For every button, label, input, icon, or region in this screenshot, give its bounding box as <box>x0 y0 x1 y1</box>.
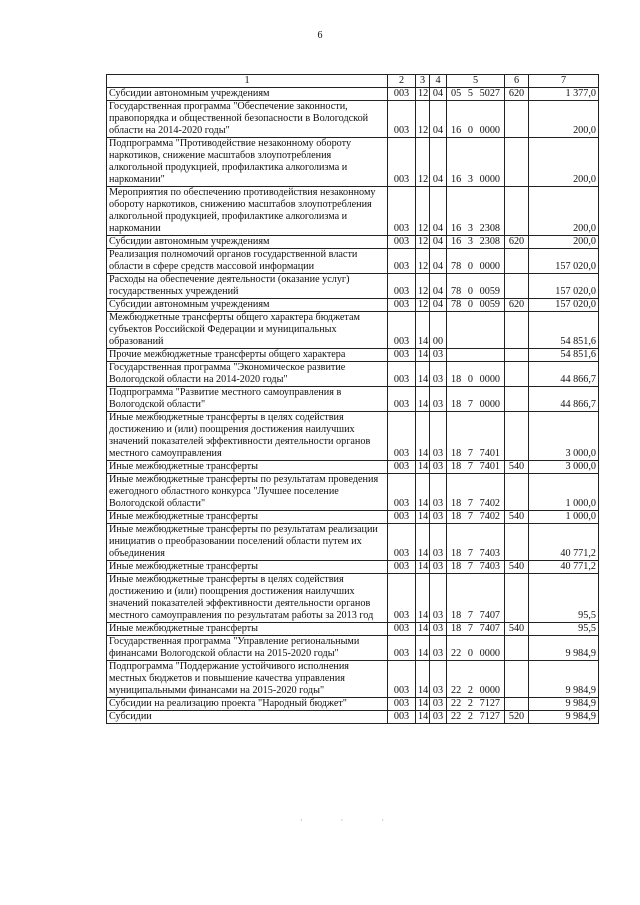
amount: 3 000,0 <box>529 412 599 461</box>
expense-type-code <box>505 362 529 387</box>
program-code: 22 <box>451 685 462 696</box>
column-header: 2 <box>388 75 416 88</box>
expense-name: Подпрограмма "Поддержание устойчивого исполнения местных бюджетов и повышение качества управления муниципальными финансами на 2015-2020 годы" <box>107 661 388 698</box>
target-article-code <box>447 623 505 636</box>
subsection-code: 04 <box>430 101 447 138</box>
subprogram-code: 0 <box>467 299 473 310</box>
expense-name: Иные межбюджетные трансферты <box>107 511 388 524</box>
section-code: 14 <box>416 474 430 511</box>
table-row <box>107 412 599 461</box>
subprogram-code: 7 <box>467 448 473 459</box>
program-code: 18 <box>451 498 462 509</box>
expense-name: Иные межбюджетные трансферты в целях содействия достижению и (или) поощрения достижения наилучших значений показателей эффективности деятельности органов местного самоуправления по результатам работы за 2013 год <box>107 574 388 623</box>
direction-code: 7127 <box>479 698 500 709</box>
column-header: 6 <box>505 75 529 88</box>
ministry-code: 003 <box>388 623 416 636</box>
amount: 200,0 <box>529 187 599 236</box>
expense-name: Государственная программа "Обеспечение законности, правопорядка и общественной безопасности в Вологодской области на 2014-2020 годы" <box>107 101 388 138</box>
amount: 95,5 <box>529 574 599 623</box>
target-article-code <box>447 249 505 274</box>
expense-name: Иные межбюджетные трансферты <box>107 561 388 574</box>
section-code: 14 <box>416 362 430 387</box>
amount: 9 984,9 <box>529 711 599 724</box>
direction-code: 0000 <box>479 648 500 659</box>
ministry-code: 003 <box>388 461 416 474</box>
expense-type-code <box>505 387 529 412</box>
section-code: 14 <box>416 524 430 561</box>
amount: 157 020,0 <box>529 299 599 312</box>
expense-name: Государственная программа "Экономическое развитие Вологодской области на 2014-2020 годы" <box>107 362 388 387</box>
expense-type-code: 540 <box>505 561 529 574</box>
expense-name: Иные межбюджетные трансферты <box>107 461 388 474</box>
table-row <box>107 312 599 349</box>
expense-type-code <box>505 412 529 461</box>
amount: 95,5 <box>529 623 599 636</box>
program-code: 78 <box>451 261 462 272</box>
direction-code: 0000 <box>479 125 500 136</box>
subprogram-code: 7 <box>467 561 473 572</box>
amount: 44 866,7 <box>529 387 599 412</box>
subsection-code: 04 <box>430 299 447 312</box>
expense-name: Государственная программа "Управление региональными финансами Вологодской области на 2015-2020 годы" <box>107 636 388 661</box>
subprogram-code: 7 <box>467 498 473 509</box>
direction-code: 7403 <box>479 548 500 559</box>
ministry-code: 003 <box>388 387 416 412</box>
target-article-code <box>447 524 505 561</box>
subprogram-code: 3 <box>467 236 473 247</box>
subprogram-code: 7 <box>467 461 473 472</box>
column-header: 5 <box>447 75 505 88</box>
expense-type-code <box>505 274 529 299</box>
section-code: 14 <box>416 511 430 524</box>
ministry-code: 003 <box>388 236 416 249</box>
subsection-code: 03 <box>430 561 447 574</box>
target-article-code <box>447 461 505 474</box>
program-code: 18 <box>451 461 462 472</box>
expense-name: Межбюджетные трансферты общего характера бюджетам субъектов Российской Федерации и муниципальных образований <box>107 312 388 349</box>
subsection-code: 03 <box>430 711 447 724</box>
ministry-code: 003 <box>388 474 416 511</box>
subprogram-code: 2 <box>467 698 473 709</box>
section-code: 14 <box>416 312 430 349</box>
section-code: 14 <box>416 636 430 661</box>
program-code: 18 <box>451 561 462 572</box>
section-code: 12 <box>416 187 430 236</box>
program-code: 78 <box>451 299 462 310</box>
program-code: 18 <box>451 448 462 459</box>
ministry-code: 003 <box>388 274 416 299</box>
expense-type-code <box>505 574 529 623</box>
direction-code: 0000 <box>479 261 500 272</box>
expense-name: Субсидии автономным учреждениям <box>107 236 388 249</box>
table-row <box>107 138 599 187</box>
subsection-code: 03 <box>430 661 447 698</box>
table-row <box>107 187 599 236</box>
target-article-code <box>447 299 505 312</box>
subsection-code: 03 <box>430 698 447 711</box>
amount: 9 984,9 <box>529 661 599 698</box>
program-code: 22 <box>451 698 462 709</box>
table-header-row <box>107 75 599 88</box>
subprogram-code: 7 <box>467 623 473 634</box>
target-article-code <box>447 101 505 138</box>
target-article-code <box>447 362 505 387</box>
amount: 200,0 <box>529 101 599 138</box>
section-code: 12 <box>416 249 430 274</box>
expense-name: Подпрограмма "Развитие местного самоуправления в Вологодской области" <box>107 387 388 412</box>
direction-code: 5027 <box>479 88 500 99</box>
ministry-code: 003 <box>388 187 416 236</box>
expense-type-code <box>505 187 529 236</box>
expense-type-code: 540 <box>505 461 529 474</box>
table-row <box>107 274 599 299</box>
expense-type-code: 620 <box>505 88 529 101</box>
subprogram-code: 7 <box>467 399 473 410</box>
expense-name: Субсидии на реализацию проекта "Народный бюджет" <box>107 698 388 711</box>
expense-name: Иные межбюджетные трансферты <box>107 623 388 636</box>
table-row <box>107 698 599 711</box>
section-code: 12 <box>416 88 430 101</box>
amount: 3 000,0 <box>529 461 599 474</box>
target-article-code <box>447 511 505 524</box>
column-header: 1 <box>107 75 388 88</box>
subsection-code: 03 <box>430 574 447 623</box>
amount: 40 771,2 <box>529 524 599 561</box>
expense-type-code: 540 <box>505 511 529 524</box>
expense-type-code <box>505 636 529 661</box>
direction-code: 7402 <box>479 511 500 522</box>
ministry-code: 003 <box>388 661 416 698</box>
amount: 200,0 <box>529 236 599 249</box>
program-code: 16 <box>451 223 462 234</box>
subprogram-code: 7 <box>467 511 473 522</box>
ministry-code: 003 <box>388 138 416 187</box>
expense-type-code <box>505 138 529 187</box>
page-number: 6 <box>317 30 323 41</box>
direction-code: 7407 <box>479 623 500 634</box>
section-code: 14 <box>416 698 430 711</box>
target-article-code <box>447 412 505 461</box>
subprogram-code: 0 <box>467 261 473 272</box>
program-code: 16 <box>451 174 462 185</box>
table-row <box>107 349 599 362</box>
subsection-code: 04 <box>430 138 447 187</box>
expense-name: Реализация полномочий органов государственной власти области в сфере средств массовой информации <box>107 249 388 274</box>
direction-code: 2308 <box>479 236 500 247</box>
expense-name: Расходы на обеспечение деятельности (оказание услуг) государственных учреждений <box>107 274 388 299</box>
table-row <box>107 561 599 574</box>
subprogram-code: 0 <box>467 286 473 297</box>
section-code: 14 <box>416 561 430 574</box>
program-code: 18 <box>451 623 462 634</box>
table-row <box>107 299 599 312</box>
amount: 54 851,6 <box>529 349 599 362</box>
ministry-code: 003 <box>388 249 416 274</box>
program-code: 05 <box>451 88 462 99</box>
table-row <box>107 461 599 474</box>
expense-type-code: 620 <box>505 299 529 312</box>
subprogram-code: 0 <box>467 648 473 659</box>
subsection-code: 03 <box>430 362 447 387</box>
subprogram-code: 7 <box>467 610 473 621</box>
expense-type-code <box>505 698 529 711</box>
expense-name: Прочие межбюджетные трансферты общего характера <box>107 349 388 362</box>
target-article-code <box>447 312 505 349</box>
ministry-code: 003 <box>388 349 416 362</box>
program-code: 78 <box>451 286 462 297</box>
expense-name: Иные межбюджетные трансферты в целях содействия достижению и (или) поощрения достижения наилучших значений показателей эффективности деятельности органов местного самоуправления <box>107 412 388 461</box>
subprogram-code: 3 <box>467 223 473 234</box>
table-row <box>107 661 599 698</box>
amount: 40 771,2 <box>529 561 599 574</box>
section-code: 14 <box>416 574 430 623</box>
expense-name: Субсидии автономным учреждениям <box>107 299 388 312</box>
expense-type-code <box>505 661 529 698</box>
target-article-code <box>447 138 505 187</box>
amount: 44 866,7 <box>529 362 599 387</box>
amount: 1 377,0 <box>529 88 599 101</box>
expense-type-code <box>505 312 529 349</box>
direction-code: 2308 <box>479 223 500 234</box>
ministry-code: 003 <box>388 101 416 138</box>
direction-code: 7401 <box>479 448 500 459</box>
amount: 1 000,0 <box>529 474 599 511</box>
table-row <box>107 387 599 412</box>
section-code: 14 <box>416 661 430 698</box>
amount: 54 851,6 <box>529 312 599 349</box>
table-row <box>107 623 599 636</box>
direction-code: 0059 <box>479 299 500 310</box>
subsection-code: 03 <box>430 524 447 561</box>
direction-code: 7127 <box>479 711 500 722</box>
program-code: 16 <box>451 236 462 247</box>
amount: 9 984,9 <box>529 636 599 661</box>
subsection-code: 03 <box>430 511 447 524</box>
expense-type-code <box>505 101 529 138</box>
expense-type-code <box>505 249 529 274</box>
subprogram-code: 2 <box>467 685 473 696</box>
section-code: 14 <box>416 623 430 636</box>
program-code: 22 <box>451 711 462 722</box>
subsection-code: 04 <box>430 236 447 249</box>
target-article-code <box>447 187 505 236</box>
subsection-code: 04 <box>430 274 447 299</box>
direction-code: 0000 <box>479 685 500 696</box>
program-code: 18 <box>451 374 462 385</box>
expense-name: Иные межбюджетные трансферты по результатам проведения ежегодного областного конкурса "Лучшее поселение Вологодской области" <box>107 474 388 511</box>
program-code: 22 <box>451 648 462 659</box>
ministry-code: 003 <box>388 362 416 387</box>
table-row <box>107 511 599 524</box>
table-row <box>107 88 599 101</box>
direction-code: 7401 <box>479 461 500 472</box>
ministry-code: 003 <box>388 574 416 623</box>
column-header: 3 <box>416 75 430 88</box>
subsection-code: 03 <box>430 623 447 636</box>
direction-code: 0000 <box>479 374 500 385</box>
section-code: 14 <box>416 412 430 461</box>
expense-type-code: 520 <box>505 711 529 724</box>
table-row <box>107 474 599 511</box>
target-article-code <box>447 474 505 511</box>
subprogram-code: 5 <box>467 88 473 99</box>
section-code: 14 <box>416 349 430 362</box>
table-row <box>107 101 599 138</box>
ministry-code: 003 <box>388 711 416 724</box>
expense-type-code <box>505 349 529 362</box>
program-code: 18 <box>451 610 462 621</box>
target-article-code <box>447 561 505 574</box>
subprogram-code: 2 <box>467 711 473 722</box>
target-article-code <box>447 636 505 661</box>
subsection-code: 03 <box>430 387 447 412</box>
table-row <box>107 711 599 724</box>
section-code: 14 <box>416 461 430 474</box>
table-row <box>107 236 599 249</box>
section-code: 12 <box>416 299 430 312</box>
subprogram-code: 7 <box>467 548 473 559</box>
expense-name: Подпрограмма "Противодействие незаконному обороту наркотиков, снижение масштабов злоупотребления алкогольной продукцией, профилактика алкоголизма и наркомании" <box>107 138 388 187</box>
ministry-code: 003 <box>388 636 416 661</box>
subprogram-code: 0 <box>467 374 473 385</box>
program-code: 18 <box>451 399 462 410</box>
table-row <box>107 574 599 623</box>
expense-type-code: 620 <box>505 236 529 249</box>
budget-table <box>106 74 599 724</box>
target-article-code <box>447 661 505 698</box>
table-row <box>107 524 599 561</box>
ministry-code: 003 <box>388 698 416 711</box>
expense-type-code: 540 <box>505 623 529 636</box>
section-code: 12 <box>416 274 430 299</box>
section-code: 12 <box>416 101 430 138</box>
section-code: 14 <box>416 711 430 724</box>
scan-marks: · · · <box>300 816 402 825</box>
ministry-code: 003 <box>388 312 416 349</box>
expense-name: Субсидии автономным учреждениям <box>107 88 388 101</box>
subsection-code: 04 <box>430 88 447 101</box>
target-article-code <box>447 88 505 101</box>
expense-name: Субсидии <box>107 711 388 724</box>
ministry-code: 003 <box>388 561 416 574</box>
subsection-code: 00 <box>430 312 447 349</box>
direction-code: 7407 <box>479 610 500 621</box>
amount: 1 000,0 <box>529 511 599 524</box>
subsection-code: 03 <box>430 349 447 362</box>
target-article-code <box>447 698 505 711</box>
ministry-code: 003 <box>388 412 416 461</box>
subsection-code: 03 <box>430 461 447 474</box>
program-code: 18 <box>451 548 462 559</box>
target-article-code <box>447 574 505 623</box>
direction-code: 7402 <box>479 498 500 509</box>
amount: 157 020,0 <box>529 274 599 299</box>
target-article-code <box>447 349 505 362</box>
section-code: 12 <box>416 138 430 187</box>
table-row <box>107 636 599 661</box>
subsection-code: 03 <box>430 412 447 461</box>
expense-type-code <box>505 524 529 561</box>
ministry-code: 003 <box>388 511 416 524</box>
ministry-code: 003 <box>388 524 416 561</box>
target-article-code <box>447 711 505 724</box>
direction-code: 0000 <box>479 174 500 185</box>
expense-name: Мероприятия по обеспечению противодействия незаконному обороту наркотиков, снижению масштабов злоупотребления алкогольной продукцией, профилактике алкоголизма и наркомании <box>107 187 388 236</box>
section-code: 14 <box>416 387 430 412</box>
program-code: 16 <box>451 125 462 136</box>
subsection-code: 03 <box>430 474 447 511</box>
program-code: 18 <box>451 511 462 522</box>
amount: 157 020,0 <box>529 249 599 274</box>
column-header: 4 <box>430 75 447 88</box>
direction-code: 0000 <box>479 399 500 410</box>
column-header: 7 <box>529 75 599 88</box>
subprogram-code: 0 <box>467 125 473 136</box>
amount: 200,0 <box>529 138 599 187</box>
expense-type-code <box>505 474 529 511</box>
ministry-code: 003 <box>388 299 416 312</box>
target-article-code <box>447 274 505 299</box>
subsection-code: 03 <box>430 636 447 661</box>
target-article-code <box>447 387 505 412</box>
ministry-code: 003 <box>388 88 416 101</box>
subsection-code: 04 <box>430 249 447 274</box>
direction-code: 0059 <box>479 286 500 297</box>
section-code: 12 <box>416 236 430 249</box>
direction-code: 7403 <box>479 561 500 572</box>
target-article-code <box>447 236 505 249</box>
table-row <box>107 362 599 387</box>
table-row <box>107 249 599 274</box>
amount: 9 984,9 <box>529 698 599 711</box>
subsection-code: 04 <box>430 187 447 236</box>
subprogram-code: 3 <box>467 174 473 185</box>
expense-name: Иные межбюджетные трансферты по результатам реализации инициатив о преобразовании поселений области путем их объединения <box>107 524 388 561</box>
